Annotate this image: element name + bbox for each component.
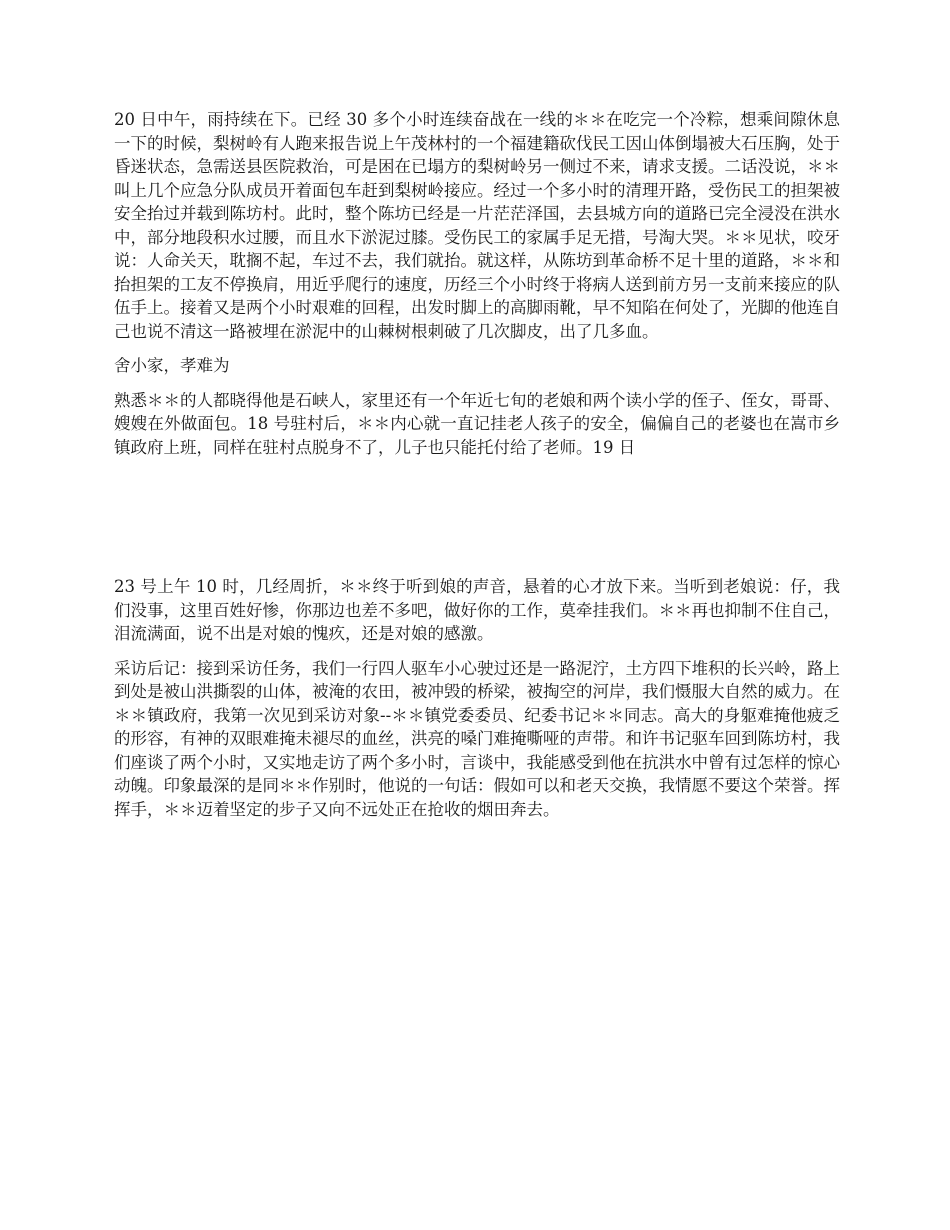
paragraph-interview-notes: 采访后记：接到采访任务，我们一行四人驱车小心驶过还是一路泥泞，土方四下堆积的长兴岭，路上到处是被山洪撕裂的山体，被淹的农田，被冲毁的桥梁，被掏空的河岸，我们慑服大自然的威力。在＊＊镇政府，我第一次见到采访对象--＊＊镇党委委员、纪委书记＊＊同志。高大的身躯难掩他疲乏的形容，有神的双眼难掩未褪尽的血丝，洪亮的嗓门难掩嘶哑的声带。和许书记驱车回到陈坊村，我们座谈了两个小时，又实地走访了两个多小时，言谈中，我能感受到他在抗洪水中曾有过怎样的惊心动魄。印象最深的是同＊＊作别时，他说的一句话：假如可以和老天交换，我情愿不要这个荣誉。挥挥手，＊＊迈着坚定的步子又向不远处正在抢收的烟田奔去。 xyxy=(114,658,840,819)
paragraph-family: 熟悉＊＊的人都晓得他是石峡人，家里还有一个年近七旬的老娘和两个读小学的侄子、侄女，哥哥、嫂嫂在外做面包。18 号驻村后，＊＊内心就一直记挂老人孩子的安全，偏偏自己的老婆也在嵩市乡镇政府上班，同样在驻村点脱身不了，儿子也只能托付给了老师。19 日 xyxy=(114,390,840,457)
paragraph-rescue-story: 20 日中午，雨持续在下。已经 30 多个小时连续奋战在一线的＊＊在吃完一个冷粽，想乘间隙休息一下的时候，梨树岭有人跑来报告说上午茂林村的一个福建籍砍伐民工因山体倒塌被大石压胸，处于昏迷状态，急需送县医院救治，可是困在已塌方的梨树岭另一侧过不来，请求支援。二话没说，＊＊叫上几个应急分队成员开着面包车赶到梨树岭接应。经过一个多小时的清理开路，受伤民工的担架被安全抬过并载到陈坊村。此时，整个陈坊已经是一片茫茫泽国，去县城方向的道路已完全浸没在洪水中，部分地段积水过腰，而且水下淤泥过膝。受伤民工的家属手足无措，号淘大哭。＊＊见状，咬牙说：人命关天，耽搁不起，车过不去，我们就抬。就这样，从陈坊到革命桥不足十里的道路，＊＊和抬担架的工友不停换肩，用近乎爬行的速度，历经三个小时终于将病人送到前方另一支前来接应的队伍手上。接着又是两个小时艰难的回程，出发时脚上的高脚雨靴，早不知陷在何处了，光脚的他连自己也说不清这一路被埋在淤泥中的山棘树根刺破了几次脚皮，出了几多血。 xyxy=(114,110,840,341)
section-lower xyxy=(114,575,840,832)
paragraph-mother-call: 23 号上午 10 时，几经周折，＊＊终于听到娘的声音，悬着的心才放下来。当听到老娘说：仔，我们没事，这里百姓好惨，你那边也差不多吧，做好你的工作，莫牵挂我们。＊＊再也抑制不住自己，泪流满面，说不出是对娘的愧疚，还是对娘的感激。 xyxy=(114,577,840,643)
section-heading: 舍小家，孝难为 xyxy=(114,356,230,375)
section-upper xyxy=(114,108,840,470)
